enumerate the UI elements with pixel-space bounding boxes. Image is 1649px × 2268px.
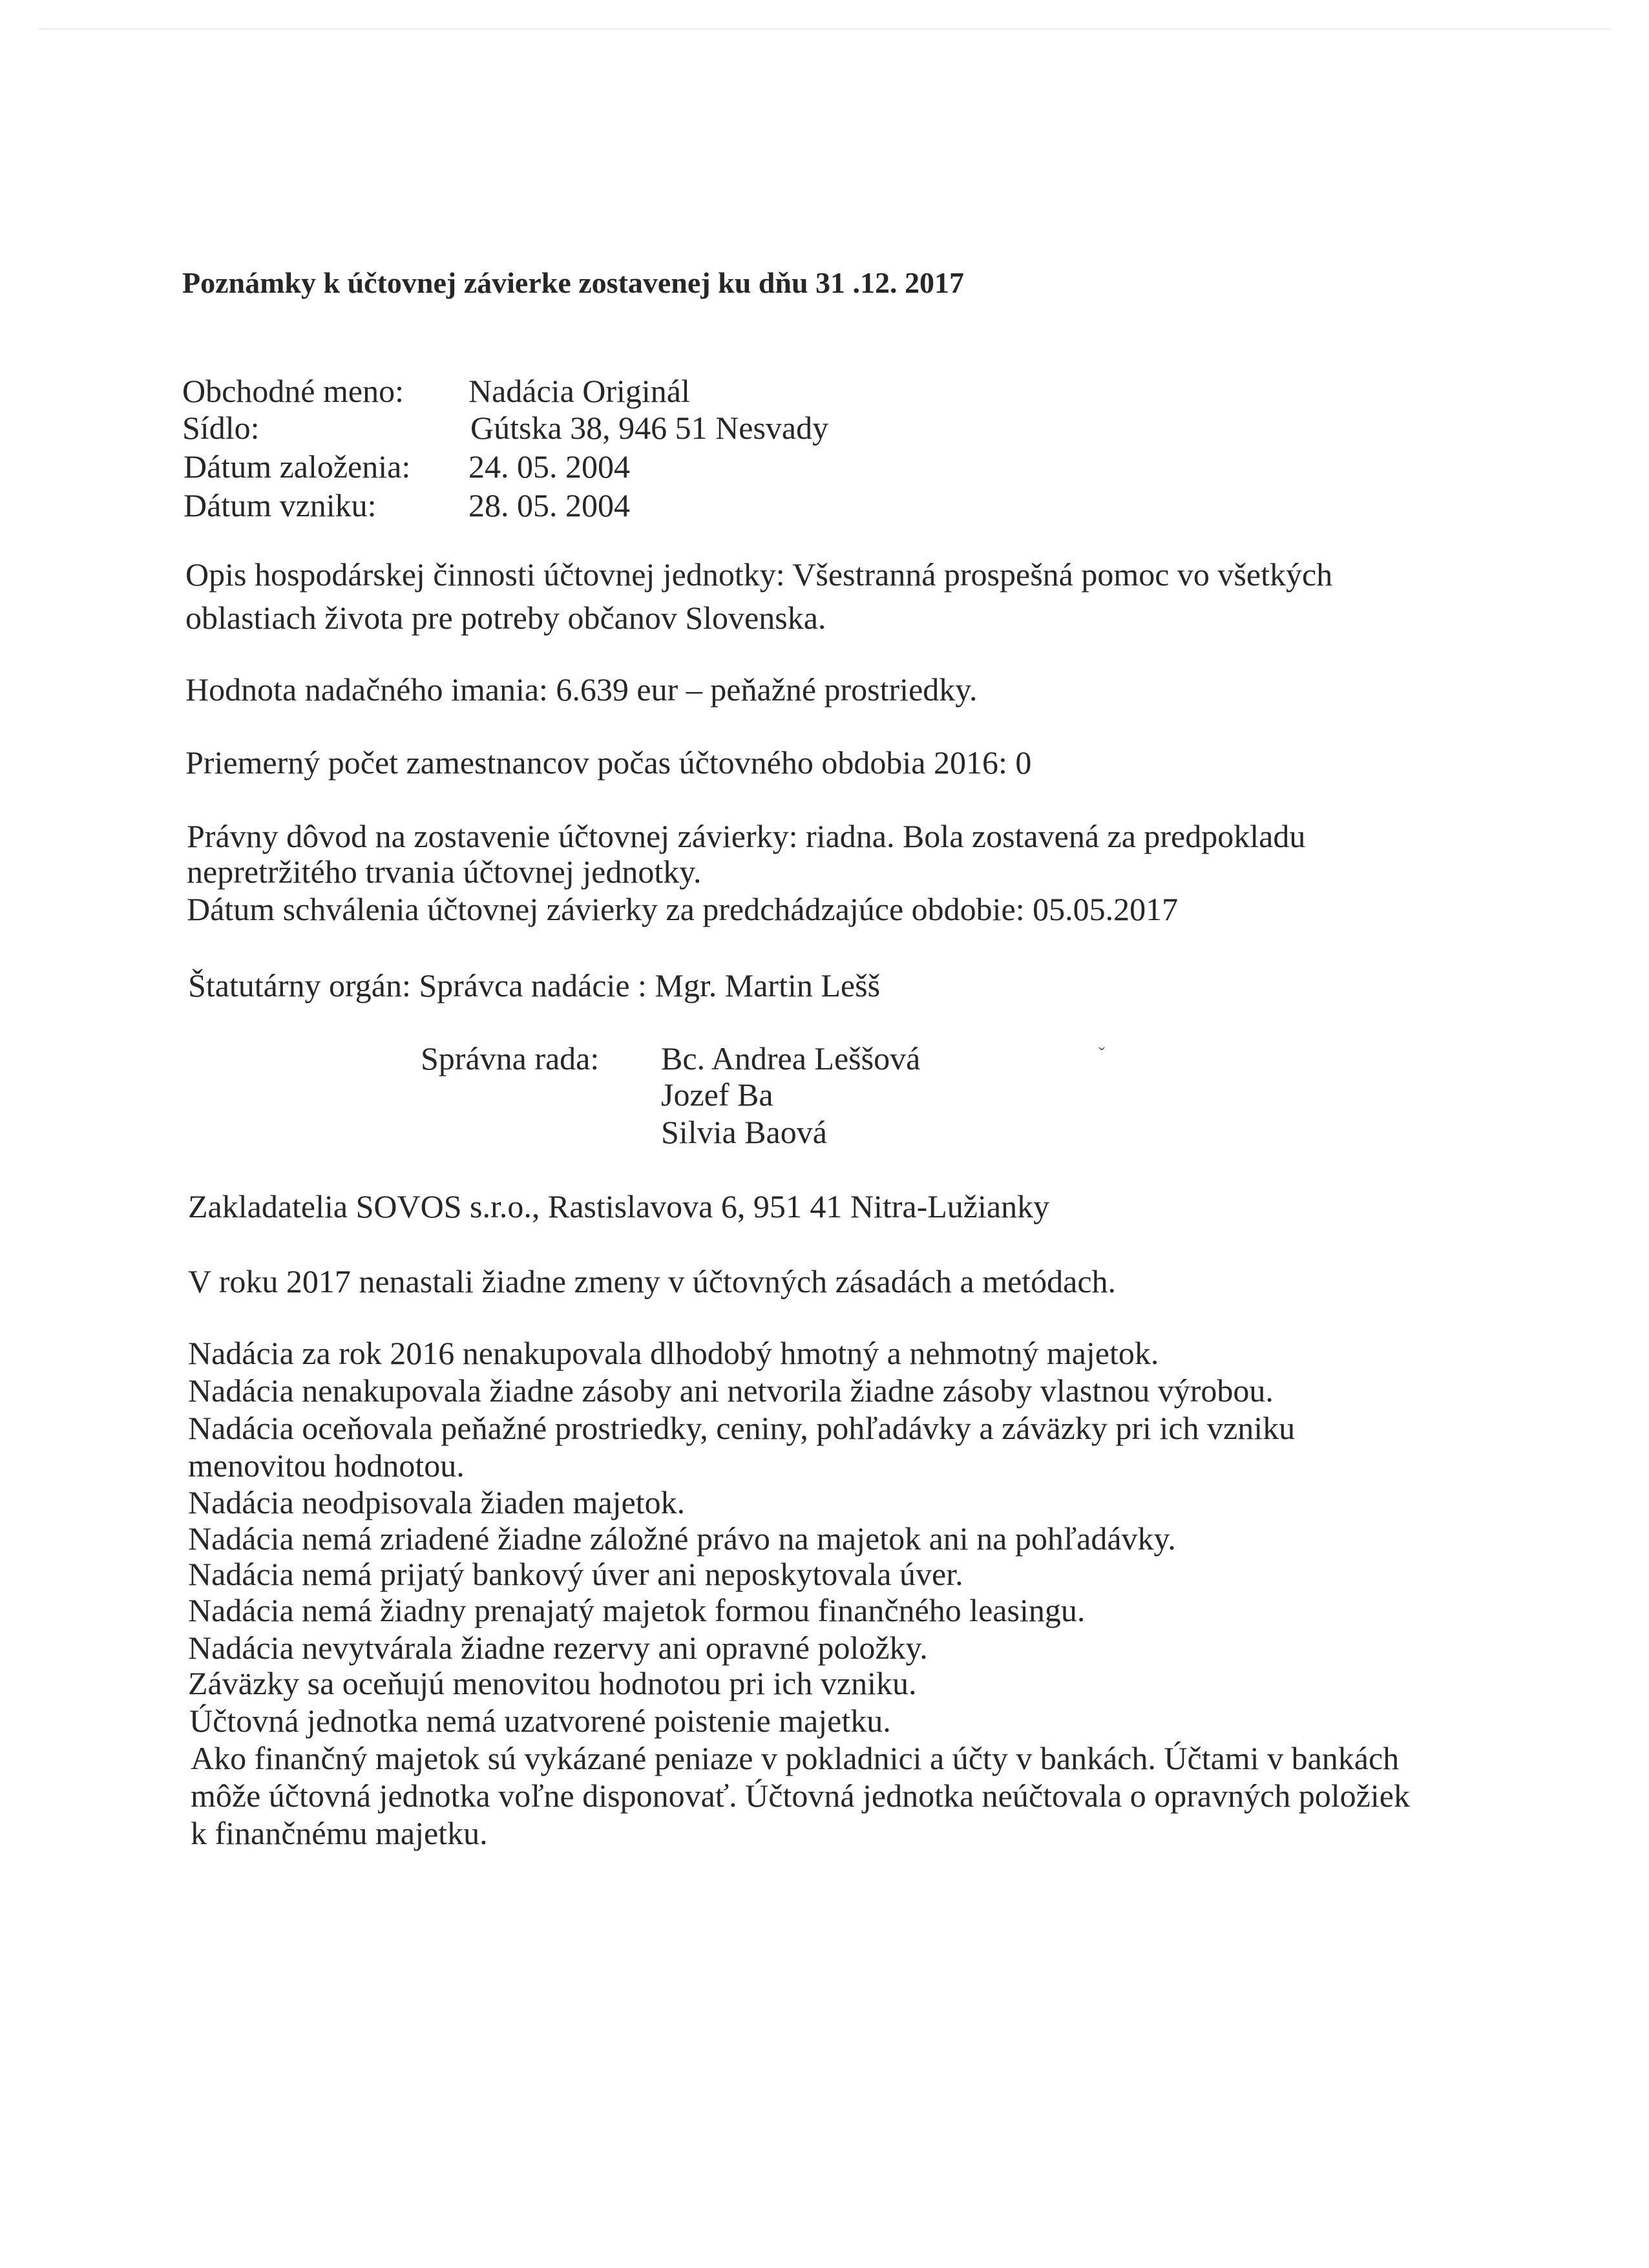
note-line: Účtovná jednotka nemá uzatvorené poistenie majetku.: [189, 1703, 891, 1739]
note-line: Nadácia nevytvárala žiadne rezervy ani opravné položky.: [188, 1630, 928, 1666]
pen-mark-icon: ˇ: [1098, 1044, 1105, 1065]
legal-line: nepretržitého trvania účtovnej jednotky.: [187, 854, 702, 890]
note-line: Nadácia neodpisovala žiaden majetok.: [188, 1484, 686, 1520]
name-value: Nadácia Originál: [468, 373, 690, 409]
statutory-text: Štatutárny orgán: Správca nadácie : Mgr. Martin Lešš: [188, 967, 881, 1003]
note-line: Nadácia nemá prijatý bankový úver ani neposkytovala úver.: [188, 1556, 963, 1592]
legal-line: Dátum schválenia účtovnej závierky za predchádzajúce obdobie: 05.05.2017: [187, 891, 1179, 927]
note-line: k finančnému majetku.: [191, 1815, 488, 1851]
changes-text: V roku 2017 nenastali žiadne zmeny v účtovných zásadách a metódach.: [188, 1263, 1117, 1299]
note-line: môže účtovná jednotka voľne disponovať. Účtovná jednotka neúčtovala o opravných položiek: [191, 1778, 1410, 1814]
document-title: Poznámky k účtovnej závierke zostavenej ku dňu 31 .12. 2017: [182, 266, 965, 299]
name-label: Obchodné meno:: [182, 373, 404, 409]
seat-label: Sídlo:: [182, 410, 260, 446]
note-line: Ako finančný majetok sú vykázané peniaze v pokladnici a účty v bankách. Účtami v bankách: [191, 1740, 1400, 1776]
activity-line: oblastiach života pre potreby občanov Slovenska.: [185, 600, 826, 636]
established-value: 28. 05. 2004: [468, 487, 630, 523]
board-member: Jozef Ba: [661, 1076, 773, 1113]
note-line: Záväzky sa oceňujú menovitou hodnotou pri ich vzniku.: [188, 1665, 917, 1701]
note-line: Nadácia nemá zriadené žiadne záložné právo na majetok ani na pohľadávky.: [188, 1520, 1176, 1557]
scan-edge-line: [39, 28, 1610, 30]
note-line: Nadácia za rok 2016 nenakupovala dlhodobý hmotný a nehmotný majetok.: [188, 1335, 1159, 1371]
activity-line: Opis hospodárskej činnosti účtovnej jednotky: Všestranná prospešná pomoc vo všetkých: [185, 556, 1333, 593]
legal-line: Právny dôvod na zostavenie účtovnej závierky: riadna. Bola zostavená za predpokladu: [187, 818, 1306, 854]
board-member: Silvia Baová: [661, 1114, 827, 1150]
established-label: Dátum vzniku:: [184, 487, 377, 523]
seat-value: Gútska 38, 946 51 Nesvady: [470, 410, 829, 446]
note-line: Nadácia oceňovala peňažné prostriedky, ceniny, pohľadávky a záväzky pri ich vzniku: [188, 1410, 1296, 1446]
founders-text: Zakladatelia SOVOS s.r.o., Rastislavova 6, 951 41 Nitra-Lužianky: [188, 1188, 1050, 1224]
endowment-text: Hodnota nadačného imania: 6.639 eur – peňažné prostriedky.: [185, 671, 978, 708]
note-line: menovitou hodnotou.: [188, 1447, 465, 1484]
employees-text: Priemerný počet zamestnancov počas účtovného obdobia 2016: 0: [185, 744, 1032, 781]
founded-label: Dátum založenia:: [184, 448, 411, 485]
note-line: Nadácia nemá žiadny prenajatý majetok formou finančného leasingu.: [188, 1592, 1086, 1628]
board-label: Správna rada:: [421, 1040, 600, 1076]
founded-value: 24. 05. 2004: [468, 448, 630, 485]
board-member: Bc. Andrea Leššová: [661, 1040, 921, 1076]
note-line: Nadácia nenakupovala žiadne zásoby ani netvorila žiadne zásoby vlastnou výrobou.: [188, 1372, 1274, 1409]
